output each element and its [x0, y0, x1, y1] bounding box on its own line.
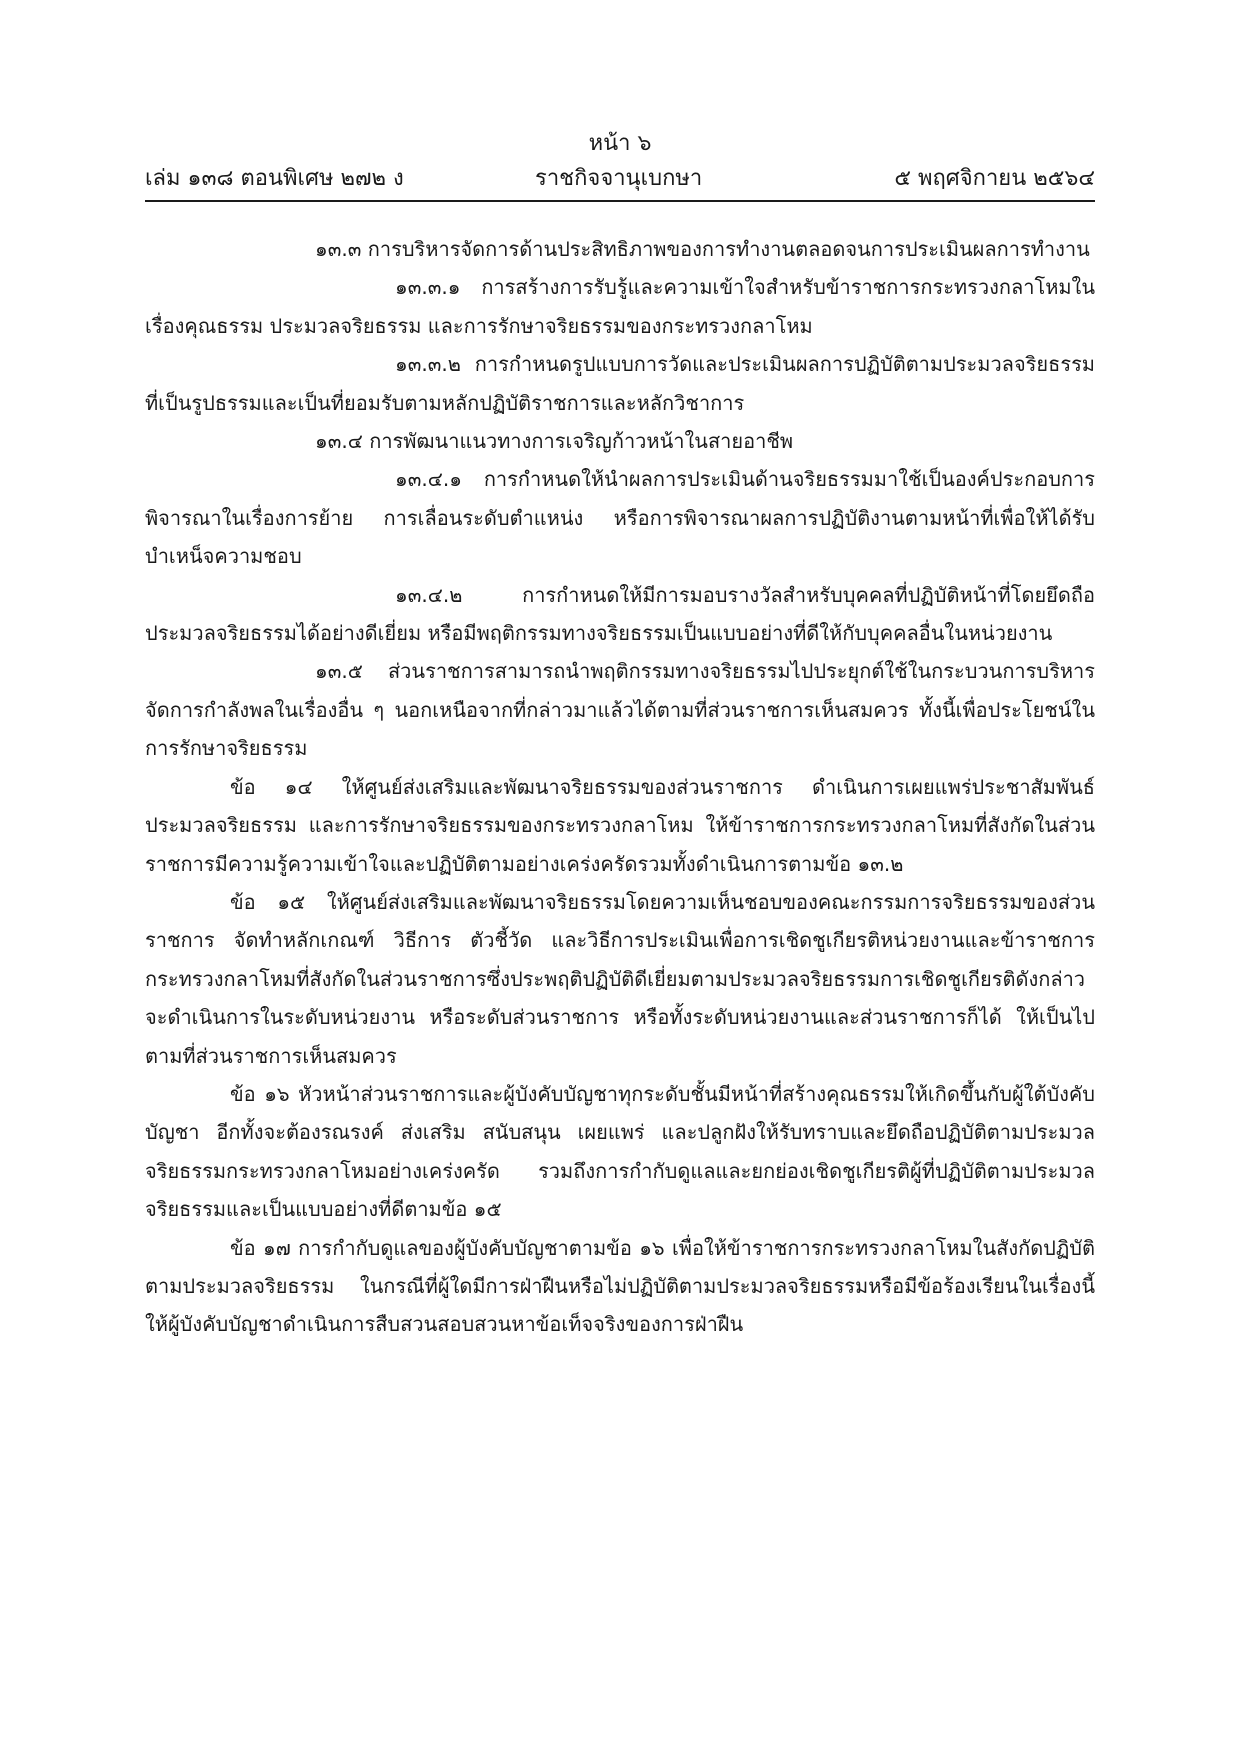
publication-date: ๕ พฤศจิกายน ๒๕๖๔: [894, 166, 1095, 191]
document-body: [145, 230, 1095, 1344]
gazette-title: ราชกิจจานุเบกษา: [535, 166, 703, 191]
section-13-4-2: ๑๓.๔.๒ การกำหนดให้มีการมอบรางวัลสำหรับบุคคลที่ปฏิบัติหน้าที่โดยยึดถือประมวลจริยธรรมได้อย่างดีเยี่ยม หรือมีพฤติกรรมทางจริยธรรมเป็นแบบอย่างที่ดีให้กับบุคคลอื่นในหน่วยงาน: [145, 582, 1095, 646]
gazette-header: [145, 162, 1095, 196]
section-13-3: ๑๓.๓ การบริหารจัดการด้านประสิทธิภาพของการทำงานตลอดจนการประเมินผลการทำงาน: [315, 237, 1090, 261]
header-divider: [145, 200, 1095, 202]
section-13-4: ๑๓.๔ การพัฒนาแนวทางการเจริญก้าวหน้าในสายอาชีพ: [315, 429, 794, 454]
section-13-3-2: ๑๓.๓.๒ การกำหนดรูปแบบการวัดและประเมินผลการปฏิบัติตามประมวลจริยธรรม ที่เป็นรูปธรรมและเป็นที่ยอมรับตามหลักปฏิบัติราชการและหลักวิชาการ: [145, 352, 1095, 415]
clause-15: ข้อ ๑๕ ให้ศูนย์ส่งเสริมและพัฒนาจริยธรรมโดยความเห็นชอบของคณะกรรมการจริยธรรมของส่วนราชการ จัดทำหลักเกณฑ์ วิธีการ ตัวชี้วัด และวิธีการประเมินเพื่อการเชิดชูเกียรติหน่วยงานและข้าราชการกระทรวงกลาโหมที่สังกัดในส่วนราชการซึ่งประพฤติปฏิบัติดีเยี่ยมตามประมวลจริยธรรมการเชิดชูเกียรติดังกล่าวจะดำเนินการในระดับหน่วยงาน หรือระดับส่วนราชการ หรือทั้งระดับหน่วยงานและส่วนราชการก็ได้ ให้เป็นไปตามที่ส่วนราชการเห็นสมควร: [145, 889, 1095, 1068]
section-13-3-1: ๑๓.๓.๑ การสร้างการรับรู้และความเข้าใจสำหรับข้าราชการกระทรวงกลาโหมในเรื่องคุณธรรม ประมวลจริยธรรม และการรักษาจริยธรรมของกระทรวงกลาโหม: [145, 275, 1095, 338]
section-13-5: ๑๓.๕ ส่วนราชการสามารถนำพฤติกรรมทางจริยธรรมไปประยุกต์ใช้ในกระบวนการบริหารจัดการกำลังพลในเรื่องอื่น ๆ นอกเหนือจากที่กล่าวมาแล้วได้ตามที่ส่วนราชการเห็นสมควร ทั้งนี้เพื่อประโยชน์ในการรักษาจริยธรรม: [145, 659, 1095, 761]
clause-17: ข้อ ๑๗ การกำกับดูแลของผู้บังคับบัญชาตามข้อ ๑๖ เพื่อให้ข้าราชการกระทรวงกลาโหมในสังกัดปฏิบัติตามประมวลจริยธรรม ในกรณีที่ผู้ใดมีการฝ่าฝืนหรือไม่ปฏิบัติตามประมวลจริยธรรมหรือมีข้อร้องเรียนในเรื่องนี้ ให้ผู้บังคับบัญชาดำเนินการสืบสวนสอบสวนหาข้อเท็จจริงของการฝ่าฝืน: [145, 1235, 1095, 1337]
clause-14: ข้อ ๑๔ ให้ศูนย์ส่งเสริมและพัฒนาจริยธรรมของส่วนราชการ ดำเนินการเผยแพร่ประชาสัมพันธ์ประมวลจริยธรรม และการรักษาจริยธรรมของกระทรวงกลาโหม ให้ข้าราชการกระทรวงกลาโหมที่สังกัดในส่วนราชการมีความรู้ความเข้าใจและปฏิบัติตามอย่างเคร่งครัดรวมทั้งดำเนินการตามข้อ ๑๓.๒: [145, 774, 1095, 876]
clause-16: ข้อ ๑๖ หัวหน้าส่วนราชการและผู้บังคับบัญชาทุกระดับชั้นมีหน้าที่สร้างคุณธรรมให้เกิดขึ้นกับผู้ใต้บังคับบัญชา อีกทั้งจะต้องรณรงค์ ส่งเสริม สนับสนุน เผยแพร่ และปลูกฝังให้รับทราบและยึดถือปฏิบัติตามประมวลจริยธรรมกระทรวงกลาโหมอย่างเคร่งครัด รวมถึงการกำกับดูแลและยกย่องเชิดชูเกียรติผู้ที่ปฏิบัติตามประมวลจริยธรรมและเป็นแบบอย่างที่ดีตามข้อ ๑๕: [145, 1081, 1095, 1222]
page-number: หน้า ๖: [588, 131, 652, 156]
volume-issue: เล่ม ๑๓๘ ตอนพิเศษ ๒๗๒ ง: [145, 166, 404, 191]
section-13-4-1: ๑๓.๔.๑ การกำหนดให้นำผลการประเมินด้านจริยธรรมมาใช้เป็นองค์ประกอบการพิจารณาในเรื่องการย้าย การเลื่อนระดับตำแหน่ง หรือการพิจารณาผลการปฏิบัติงานตามหน้าที่เพื่อให้ได้รับบำเหน็จความชอบ: [145, 467, 1095, 569]
